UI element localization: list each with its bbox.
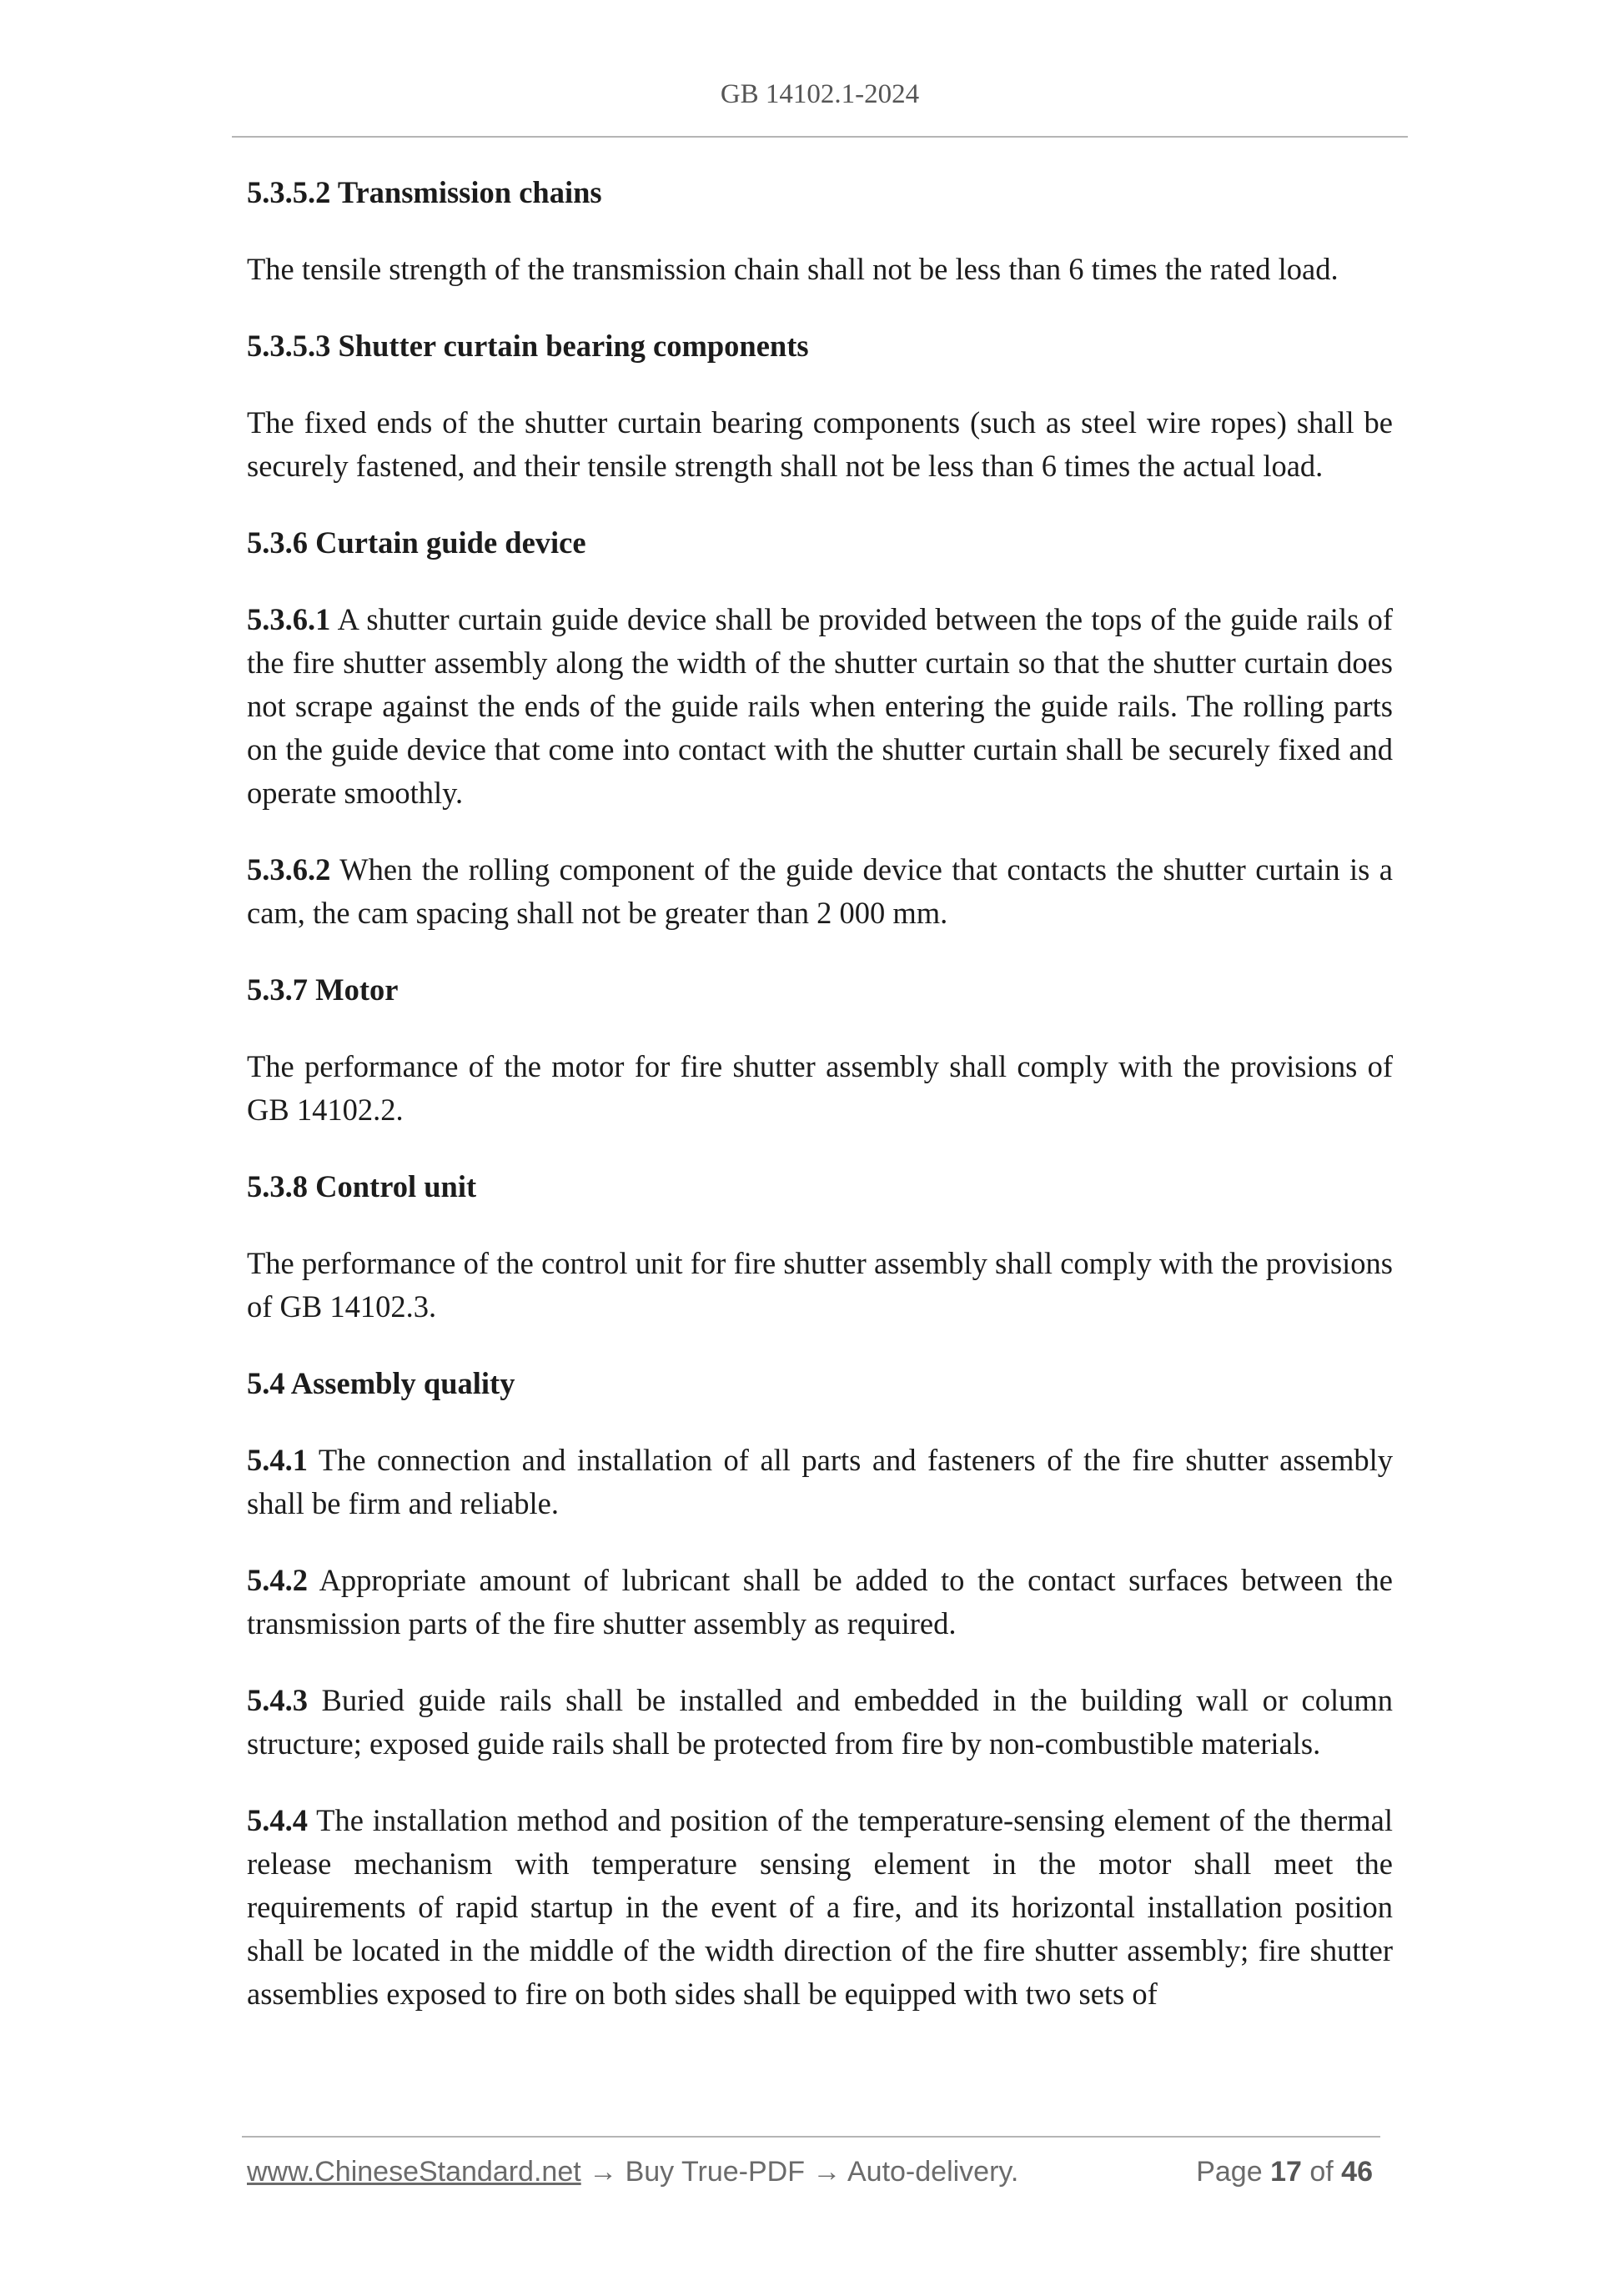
- clause-text: The connection and installation of all parts and fasteners of the fire shutter assembly shall be firm and reliable.: [247, 1443, 1393, 1520]
- clause-text: A shutter curtain guide device shall be provided between the tops of the guide rails of the fire shutter assembly along the width of the shutter curtain so that the shutter curtain does not scrape against the ends of the guide rails when entering the guide rails. The rolling parts on the guide device that come into contact with the shutter curtain shall be securely fixed and operate smoothly.: [247, 602, 1393, 810]
- section-heading: 5.3.6 Curtain guide device: [247, 525, 586, 560]
- clause-text: Appropriate amount of lubricant shall be added to the contact surfaces between the transmission parts of the fire shutter assembly as required.: [247, 1563, 1393, 1640]
- clause-number: 5.4.2: [247, 1563, 308, 1597]
- numbered-paragraph: [247, 598, 1393, 815]
- total-pages-number: 46: [1341, 2156, 1373, 2188]
- section-heading: 5.3.7 Motor: [247, 972, 399, 1007]
- clause-text: When the rolling component of the guide device that contacts the shutter curtain is a cam, the cam spacing shall not be greater than 2 000 mm.: [247, 852, 1393, 930]
- website-link[interactable]: www.ChineseStandard.net: [247, 2156, 581, 2188]
- paragraph: The fixed ends of the shutter curtain bearing components (such as steel wire ropes) shall be securely fastened, and their tensile strength shall not be less than 6 times the actual load.: [247, 405, 1393, 483]
- page-label: Page: [1196, 2156, 1263, 2188]
- document-header: GB 14102.1-2024: [720, 79, 920, 109]
- paragraph: The tensile strength of the transmission chain shall not be less than 6 times the rated load.: [247, 252, 1339, 286]
- section-heading: 5.3.8 Control unit: [247, 1169, 477, 1203]
- clause-number: 5.3.6.2: [247, 852, 331, 887]
- footer-tagline: → Buy True-PDF → Auto-delivery.: [580, 2156, 1019, 2188]
- numbered-paragraph: [247, 848, 1393, 935]
- footer-divider: [242, 2136, 1380, 2138]
- section-heading: 5.3.5.3 Shutter curtain bearing components: [247, 329, 809, 363]
- current-page-number: 17: [1270, 2156, 1302, 2188]
- clause-number: 5.4.4: [247, 1803, 308, 1837]
- numbered-paragraph: [247, 1799, 1393, 2016]
- footer-promo: [247, 2156, 1018, 2188]
- paragraph: The performance of the motor for fire shutter assembly shall comply with the provisions of GB 14102.2.: [247, 1049, 1393, 1127]
- clause-text: The installation method and position of the temperature-sensing element of the thermal release mechanism with temperature sensing element in the motor shall meet the requirements of rapid startup in the event of a fire, and its horizontal installation position shall be located in the middle of the width direction of the fire shutter assembly; fire shutter assemblies exposed to fire on both sides shall be equipped with two sets of: [247, 1803, 1393, 2011]
- section-heading: 5.3.5.2 Transmission chains: [247, 175, 602, 209]
- numbered-paragraph: [247, 1439, 1393, 1525]
- section-heading: 5.4 Assembly quality: [247, 1366, 515, 1400]
- paragraph: The performance of the control unit for fire shutter assembly shall comply with the provisions of GB 14102.3.: [247, 1246, 1393, 1324]
- numbered-paragraph: [247, 1559, 1393, 1645]
- clause-number: 5.4.3: [247, 1683, 308, 1717]
- clause-text: Buried guide rails shall be installed and embedded in the building wall or column structure; exposed guide rails shall be protected from fire by non-combustible materials.: [247, 1683, 1394, 1761]
- clause-number: 5.4.1: [247, 1443, 308, 1477]
- header-divider: [232, 136, 1408, 138]
- clause-number: 5.3.6.1: [247, 602, 331, 636]
- of-label: of: [1309, 2156, 1334, 2188]
- page-indicator: [1196, 2156, 1373, 2188]
- numbered-paragraph: [247, 1679, 1393, 1766]
- document-body: [247, 171, 1393, 2049]
